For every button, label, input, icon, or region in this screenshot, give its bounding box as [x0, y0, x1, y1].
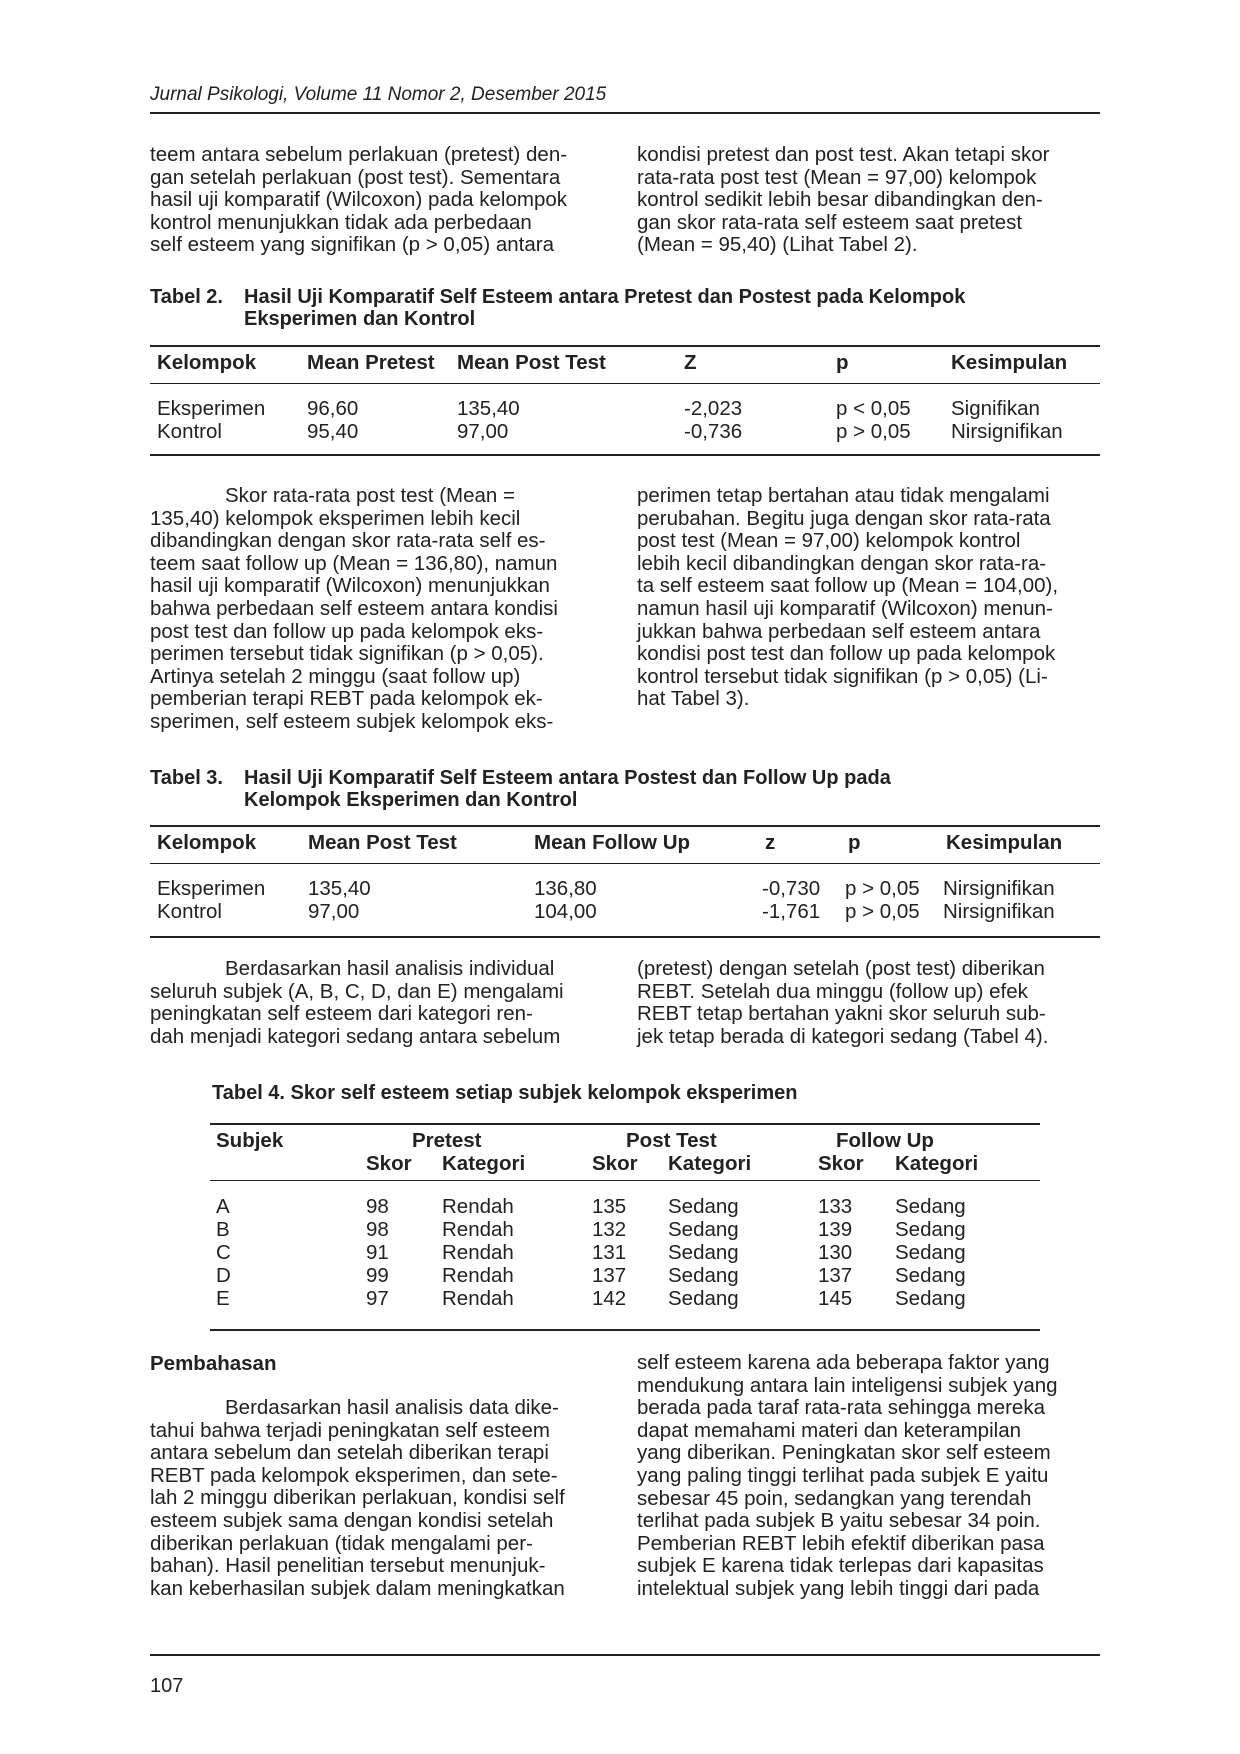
paragraph-4-left: [150, 1397, 612, 1600]
text-line: gan skor rata-rata self esteem saat pretest: [637, 210, 1023, 234]
text-line: Berdasarkan hasil analisis data dike-: [225, 1396, 559, 1419]
table-4-cell: Sedang: [668, 1287, 739, 1310]
table-4-cell: 98: [366, 1218, 389, 1241]
text-line: seluruh subjek (A, B, C, D, dan E) mengalami: [150, 979, 564, 1003]
text-line: 135,40) kelompok eksperimen lebih kecil: [150, 506, 521, 530]
paragraph-1-right: [637, 144, 1100, 257]
text-line: kontrol menunjukkan tidak ada perbedaan: [150, 210, 532, 234]
table-4-cell: 137: [818, 1264, 853, 1287]
table-4-sub-header: Skor: [366, 1152, 412, 1175]
table-3-cell: p > 0,05: [845, 900, 920, 923]
table-2-cell: 95,40: [307, 420, 359, 443]
text-line: antara sebelum dan setelah diberikan terapi: [150, 1441, 549, 1465]
table-2-header: Mean Pretest: [307, 351, 435, 374]
table-3-cell: 104,00: [534, 900, 597, 923]
text-line: post test dan follow up pada kelompok eks-: [150, 619, 544, 643]
paragraph-3-right: [637, 958, 1100, 1048]
text-line: tahui bahwa terjadi peningkatan self esteem: [150, 1418, 551, 1442]
text-line: (pretest) dengan setelah (post test) diberikan: [637, 957, 1045, 980]
text-line: dapat memahami materi dan keterampilan: [637, 1418, 1021, 1442]
table-4-cell: 98: [366, 1195, 389, 1218]
table-2-header: p: [836, 351, 849, 374]
text-line: REBT pada kelompok eksperimen, dan sete-: [150, 1463, 558, 1487]
text-line: lah 2 minggu diberikan perlakuan, kondisi self: [150, 1486, 565, 1510]
text-line: REBT tetap bertahan yakni skor seluruh sub-: [637, 1002, 1046, 1026]
table-3-cell: p > 0,05: [845, 877, 920, 900]
table-4-cell: 99: [366, 1264, 389, 1287]
table-4-cell: Sedang: [895, 1195, 966, 1218]
table-4-cell: Rendah: [442, 1264, 514, 1287]
table-3-cell: Nirsignifikan: [943, 877, 1055, 900]
text-line: ta self esteem saat follow up (Mean = 104,00),: [637, 574, 1059, 598]
running-head: Jurnal Psikologi, Volume 11 Nomor 2, Desember 2015: [150, 84, 607, 105]
table-4-bottom-rule: [210, 1329, 1040, 1331]
paragraph-2-right: [637, 485, 1100, 711]
table-2-header-rule: [150, 383, 1100, 384]
text-line: (Mean = 95,40) (Lihat Tabel 2).: [637, 233, 918, 257]
text-line: dah menjadi kategori sedang antara sebelum: [150, 1024, 561, 1048]
table-4-cell: Sedang: [668, 1264, 739, 1287]
text-line: Skor rata-rata post test (Mean =: [225, 484, 515, 507]
text-line: teem saat follow up (Mean = 136,80), namun: [150, 551, 558, 575]
text-line: pemberian terapi REBT pada kelompok ek-: [150, 687, 543, 711]
table-3-cell: -0,730: [762, 877, 821, 900]
paragraph-4-right: [637, 1352, 1100, 1601]
table-4-sub-header: Kategori: [895, 1152, 979, 1175]
text-line: jukkan bahwa perbedaan self esteem antara: [637, 619, 1041, 643]
table-4-cell: 97: [366, 1287, 389, 1310]
table-3-cell: Kontrol: [157, 900, 222, 923]
table-4-cell: 132: [592, 1218, 627, 1241]
text-line: Artinya setelah 2 minggu (saat follow up): [150, 664, 521, 688]
text-line: self esteem karena ada beberapa faktor yang: [637, 1351, 1050, 1374]
table-3-title-line-1: Hasil Uji Komparatif Self Esteem antara Postest dan Follow Up pada: [244, 767, 891, 789]
table-4-cell: Sedang: [668, 1241, 739, 1264]
text-line: hasil uji komparatif (Wilcoxon) pada kelompok: [150, 188, 568, 212]
table-3-header: Kelompok: [157, 831, 257, 854]
text-line: bahwa perbedaan self esteem antara kondisi: [150, 596, 558, 620]
table-4-cell: 130: [818, 1241, 853, 1264]
table-2-label: Tabel 2.: [150, 286, 223, 308]
text-line: kan keberhasilan subjek dalam meningkatkan: [150, 1576, 565, 1600]
table-2-header: Mean Post Test: [457, 351, 606, 374]
text-line: berada pada taraf rata-rata sehingga mereka: [637, 1396, 1045, 1420]
text-line: bahan). Hasil penelitian tersebut menunjuk-: [150, 1554, 546, 1578]
table-4-cell: B: [216, 1218, 230, 1241]
table-4-group-header: Post Test: [626, 1129, 717, 1152]
table-2-bottom-rule: [150, 454, 1100, 456]
table-4-top-rule: [210, 1123, 1040, 1125]
table-3-header: Kesimpulan: [946, 831, 1063, 854]
table-4-title: Tabel 4. Skor self esteem setiap subjek kelompok eksperimen: [212, 1082, 798, 1104]
table-2-cell: -0,736: [684, 420, 743, 443]
table-3-bottom-rule: [150, 936, 1100, 938]
table-4-cell: Sedang: [668, 1195, 739, 1218]
table-3-header: Mean Post Test: [308, 831, 457, 854]
table-2-cell: Eksperimen: [157, 397, 266, 420]
table-3-cell: 136,80: [534, 877, 597, 900]
table-2-cell: Kontrol: [157, 420, 222, 443]
table-2-cell: 97,00: [457, 420, 509, 443]
text-line: hat Tabel 3).: [637, 687, 750, 711]
table-2-top-rule: [150, 345, 1100, 347]
text-line: Berdasarkan hasil analisis individual: [225, 957, 555, 980]
text-line: intelektual subjek yang lebih tinggi dari pada: [637, 1576, 1040, 1600]
table-3-header: p: [848, 831, 861, 854]
table-4-cell: D: [216, 1264, 231, 1287]
table-4-cell: Rendah: [442, 1287, 514, 1310]
table-2-cell: Signifikan: [951, 397, 1040, 420]
table-2-title-line-1: Hasil Uji Komparatif Self Esteem antara Pretest dan Postest pada Kelompok: [244, 286, 966, 308]
text-line: yang diberikan. Peningkatan skor self esteem: [637, 1441, 1051, 1465]
table-4-cell: 142: [592, 1287, 627, 1310]
table-2-header: Kesimpulan: [951, 351, 1068, 374]
text-line: perubahan. Begitu juga dengan skor rata-rata: [637, 506, 1051, 530]
table-3-cell: 97,00: [308, 900, 360, 923]
table-3-cell: 135,40: [308, 877, 371, 900]
table-2-cell: 96,60: [307, 397, 359, 420]
table-4-cell: Sedang: [895, 1218, 966, 1241]
table-4-group-header: Follow Up: [836, 1129, 934, 1152]
header-rule: [150, 112, 1100, 114]
table-4-cell: 139: [818, 1218, 853, 1241]
table-4-cell: 133: [818, 1195, 853, 1218]
text-line: diberikan perlakuan (tidak mengalami per-: [150, 1531, 533, 1555]
table-4-cell: 131: [592, 1241, 627, 1264]
table-3-header-rule: [150, 863, 1100, 864]
table-3-cell: Eksperimen: [157, 877, 266, 900]
text-line: kondisi pretest dan post test. Akan tetapi skor: [637, 143, 1050, 166]
text-line: REBT. Setelah dua minggu (follow up) efek: [637, 979, 1028, 1003]
table-3-header: Mean Follow Up: [534, 831, 691, 854]
table-2-cell: p < 0,05: [836, 397, 911, 420]
table-4-cell: 91: [366, 1241, 389, 1264]
table-4-cell: Sedang: [895, 1264, 966, 1287]
text-line: hasil uji komparatif (Wilcoxon) menunjukkan: [150, 574, 550, 598]
table-3-title-line-2: Kelompok Eksperimen dan Kontrol: [244, 789, 578, 811]
text-line: mendukung antara lain inteligensi subjek yang: [637, 1373, 1058, 1397]
text-line: sebesar 45 poin, sedangkan yang terendah: [637, 1486, 1032, 1510]
table-4-cell: Sedang: [668, 1218, 739, 1241]
table-4-cell: 137: [592, 1264, 627, 1287]
text-line: gan setelah perlakuan (post test). Sementara: [150, 165, 561, 189]
text-line: teem antara sebelum perlakuan (pretest) den-: [150, 143, 568, 166]
table-4-sub-header: Skor: [818, 1152, 864, 1175]
text-line: namun hasil uji komparatif (Wilcoxon) menun-: [637, 596, 1053, 620]
table-2-cell: -2,023: [684, 397, 743, 420]
table-2-cell: p > 0,05: [836, 420, 911, 443]
text-line: perimen tersebut tidak signifikan (p > 0,05).: [150, 642, 544, 666]
table-4-cell: Sedang: [895, 1241, 966, 1264]
table-3-label: Tabel 3.: [150, 767, 223, 789]
table-4-cell: Rendah: [442, 1241, 514, 1264]
text-line: post test (Mean = 97,00) kelompok kontrol: [637, 529, 1021, 553]
text-line: subjek E karena tidak terlepas dari kapasitas: [637, 1554, 1044, 1578]
text-line: Pemberian REBT lebih efektif diberikan pasa: [637, 1531, 1045, 1555]
table-2-title-line-2: Eksperimen dan Kontrol: [244, 308, 476, 330]
table-4-cell: 145: [818, 1287, 853, 1310]
table-3-cell: -1,761: [762, 900, 821, 923]
page-number: 107: [150, 1675, 184, 1697]
text-line: terlihat pada subjek B yaitu sebesar 34 poin.: [637, 1509, 1041, 1533]
table-2-caption: [150, 286, 965, 330]
text-line: kondisi post test dan follow up pada kelompok: [637, 642, 1056, 666]
table-4-cell: 135: [592, 1195, 627, 1218]
table-2-header: Z: [684, 351, 697, 374]
table-3-top-rule: [150, 825, 1100, 827]
text-line: self esteem yang signifikan (p > 0,05) antara: [150, 233, 554, 257]
section-heading: Pembahasan: [150, 1352, 277, 1375]
table-4-group-header: Subjek: [216, 1129, 284, 1152]
text-line: esteem subjek sama dengan kondisi setelah: [150, 1508, 554, 1532]
paragraph-2-left: [150, 485, 612, 734]
text-line: sperimen, self esteem subjek kelompok eks-: [150, 709, 554, 733]
table-2-cell: 135,40: [457, 397, 520, 420]
text-line: peningkatan self esteem dari kategori ren-: [150, 1002, 533, 1026]
table-4-sub-header: Skor: [592, 1152, 638, 1175]
table-4-cell: E: [216, 1287, 230, 1310]
table-4-cell: A: [216, 1195, 230, 1218]
paragraph-3-left: [150, 958, 612, 1048]
table-4-cell: C: [216, 1241, 231, 1264]
text-line: lebih kecil dibandingkan dengan skor rata-ra-: [637, 551, 1047, 575]
table-3-caption: [150, 767, 891, 811]
text-line: perimen tetap bertahan atau tidak mengalami: [637, 484, 1050, 507]
text-line: rata-rata post test (Mean = 97,00) kelompok: [637, 165, 1037, 189]
text-line: yang paling tinggi terlihat pada subjek E yaitu: [637, 1463, 1049, 1487]
table-4-header-rule: [210, 1180, 1040, 1181]
table-2-cell: Nirsignifikan: [951, 420, 1063, 443]
footer-rule: [150, 1654, 1100, 1656]
table-4-sub-header: Kategori: [668, 1152, 752, 1175]
table-4-sub-header: Kategori: [442, 1152, 526, 1175]
table-2-header: Kelompok: [157, 351, 257, 374]
table-3-header: z: [765, 831, 776, 854]
table-4-cell: Sedang: [895, 1287, 966, 1310]
table-3-cell: Nirsignifikan: [943, 900, 1055, 923]
text-line: kontrol tersebut tidak signifikan (p > 0,05) (Li-: [637, 664, 1048, 688]
table-4-cell: Rendah: [442, 1195, 514, 1218]
text-line: jek tetap berada di kategori sedang (Tabel 4).: [637, 1024, 1049, 1048]
paragraph-1-left: [150, 144, 612, 257]
text-line: kontrol sedikit lebih besar dibandingkan den-: [637, 188, 1043, 212]
text-line: dibandingkan dengan skor rata-rata self es-: [150, 529, 546, 553]
table-4-group-header: Pretest: [412, 1129, 482, 1152]
table-4-cell: Rendah: [442, 1218, 514, 1241]
